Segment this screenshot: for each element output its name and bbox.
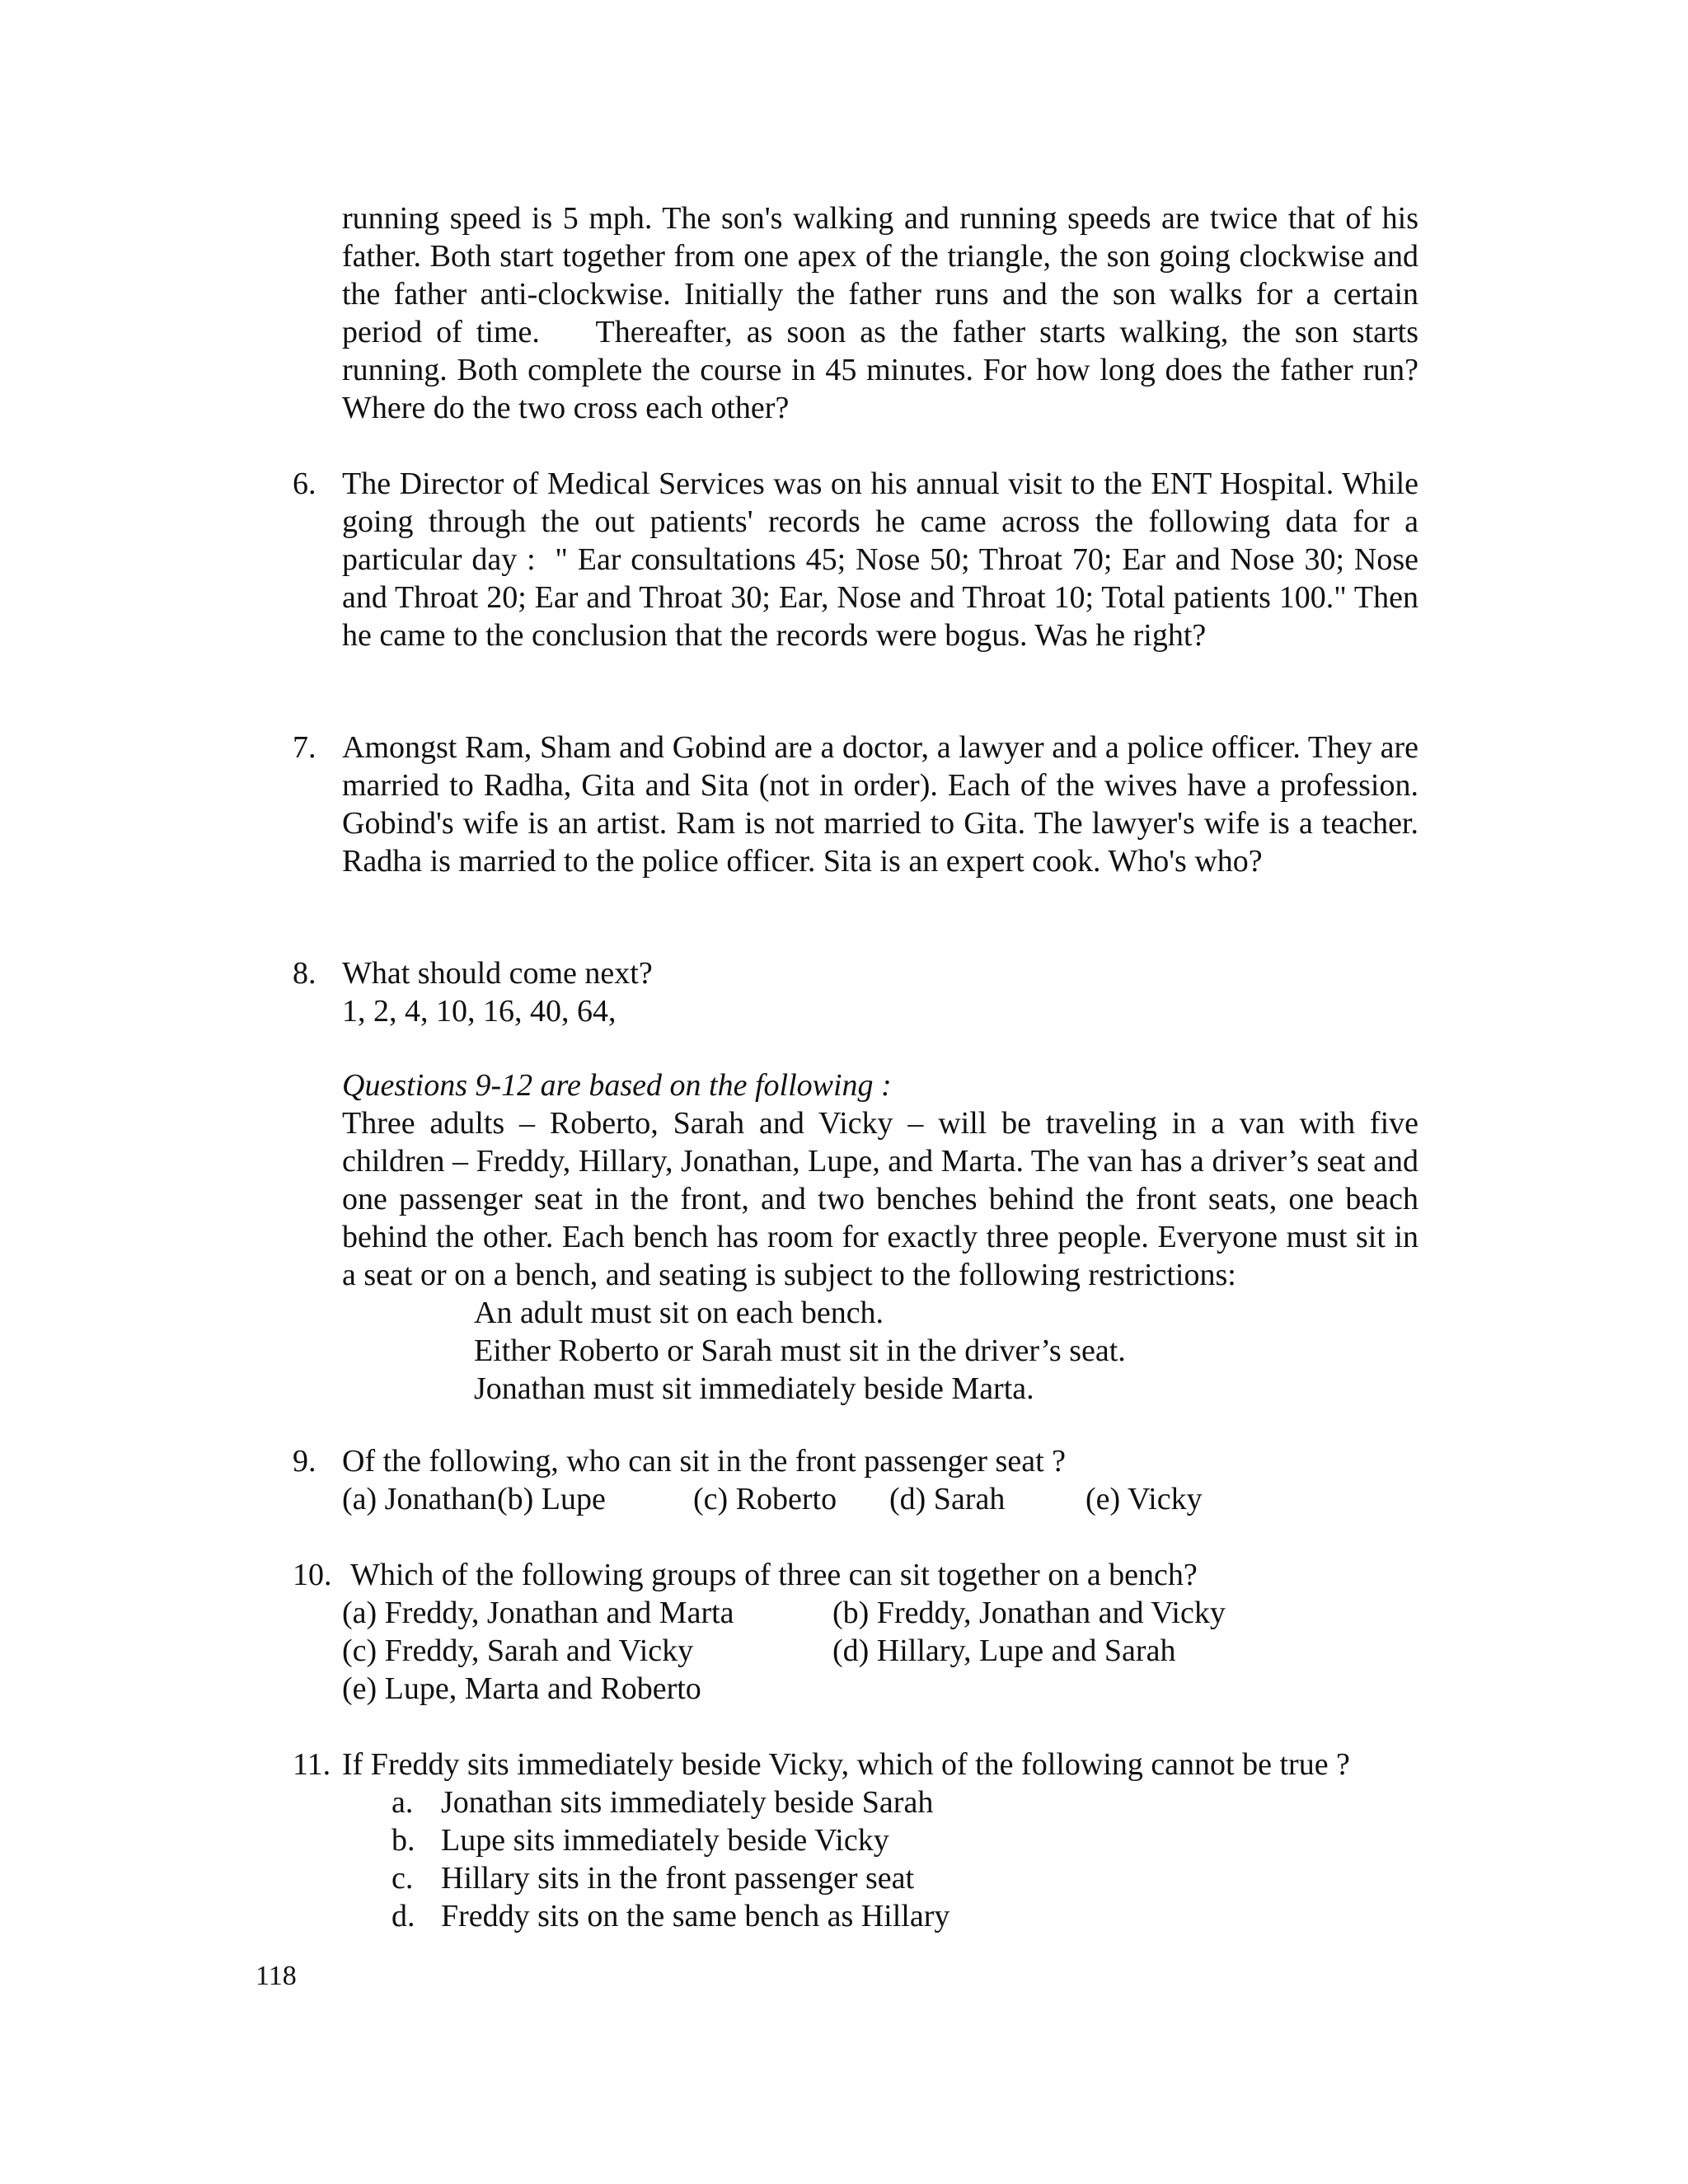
- option-letter: b.: [392, 1823, 415, 1858]
- option-letter: c.: [392, 1861, 414, 1896]
- option-e: (e) Vicky: [1085, 1482, 1203, 1516]
- answer-options: [342, 1783, 1418, 1935]
- question-number: 9.: [293, 1444, 316, 1479]
- restriction-item: Either Roberto or Sarah must sit in the driver’s seat.: [474, 1333, 1126, 1368]
- question-number: 6.: [293, 466, 316, 501]
- passage-heading: Questions 9-12 are based on the following :: [342, 1068, 892, 1103]
- option-e: (e) Lupe, Marta and Roberto: [342, 1671, 701, 1706]
- question-6: [293, 465, 1418, 654]
- option-c: [392, 1859, 1418, 1897]
- option-b: (b) Lupe: [497, 1482, 606, 1516]
- answer-options: [342, 1480, 1418, 1518]
- option-text: Hillary sits in the front passenger seat: [441, 1861, 915, 1896]
- option-b: [392, 1821, 1418, 1859]
- option-d: (d) Hillary, Lupe and Sarah: [832, 1633, 1176, 1668]
- option-c: (c) Roberto: [693, 1482, 837, 1516]
- passage: [342, 1066, 1418, 1408]
- restrictions-list: [342, 1294, 1418, 1408]
- passage-text: Three adults – Roberto, Sarah and Vicky – will be traveling in a van with five children – Freddy, Hillary, Jonathan, Lupe, and Marta. The van has a driver’s seat and one passenger seat in the front, and two benches behind the front seats, one beach behind the other. Each bench has room for exactly three people. Everyone must sit in a seat or on a bench, and seating is subject to the following restrictions:: [342, 1106, 1418, 1292]
- option-c: (c) Freddy, Sarah and Vicky: [342, 1633, 694, 1668]
- question-text: Amongst Ram, Sham and Gobind are a doctor, a lawyer and a police officer. They are married to Radha, Gita and Sita (not in order). Each of the wives have a profession. Gobind's wife is an artist. Ram is not married to Gita. The lawyer's wife is a teacher. Radha is married to the police officer. Sita is an expert cook. Who's who?: [342, 730, 1418, 879]
- page-number: 118: [256, 1961, 297, 1991]
- option-a: (a) Jonathan: [342, 1482, 496, 1516]
- option-letter: a.: [392, 1785, 414, 1820]
- question-10: [293, 1556, 1418, 1708]
- question-7: [293, 729, 1418, 880]
- restriction-item: An adult must sit on each bench.: [474, 1296, 884, 1330]
- question-number: 7.: [293, 730, 316, 765]
- option-text: Freddy sits on the same bench as Hillary: [441, 1899, 950, 1933]
- question-5-continuation: running speed is 5 mph. The son's walking and running speeds are twice that of his father. Both start together from one apex of the triangle, the son going clockwise and the father anti-clockwise. Initially the father runs and the son walks for a certain period of time. Thereafter, as soon as the father starts walking, the son starts running. Both complete the course in 45 minutes. For how long does the father run? Where do the two cross each other?: [342, 201, 1418, 425]
- option-a: [392, 1783, 1418, 1821]
- number-sequence: 1, 2, 4, 10, 16, 40, 64,: [342, 994, 617, 1029]
- question-9: [293, 1442, 1418, 1518]
- question-number: 10.: [293, 1558, 332, 1592]
- question-number: 11.: [293, 1747, 331, 1782]
- restriction-item: Jonathan must sit immediately beside Marta.: [474, 1371, 1034, 1406]
- question-text: The Director of Medical Services was on his annual visit to the ENT Hospital. While going through the out patients' records he came across the following data for a particular day : " Ear consultations 45; Nose 50; Throat 70; Ear and Nose 30; Nose and Throat 20; Ear and Throat 30; Ear, Nose and Throat 10; Total patients 100." Then he came to the conclusion that the records were bogus. Was he right?: [342, 466, 1418, 653]
- question-11: [293, 1746, 1418, 1935]
- answer-options: [342, 1594, 1418, 1708]
- option-b: (b) Freddy, Jonathan and Vicky: [832, 1596, 1226, 1630]
- question-text: If Freddy sits immediately beside Vicky, which of the following cannot be true ?: [342, 1747, 1350, 1782]
- option-d: (d) Sarah: [889, 1482, 1006, 1516]
- option-text: Jonathan sits immediately beside Sarah: [441, 1785, 934, 1820]
- question-text: Which of the following groups of three can sit together on a bench?: [350, 1558, 1198, 1592]
- question-number: 8.: [293, 956, 316, 991]
- option-text: Lupe sits immediately beside Vicky: [441, 1823, 889, 1858]
- question-8: [293, 954, 1418, 1030]
- option-a: (a) Freddy, Jonathan and Marta: [342, 1596, 734, 1630]
- question-text: Of the following, who can sit in the front passenger seat ?: [342, 1444, 1066, 1479]
- option-d: [392, 1897, 1418, 1935]
- question-text: What should come next?: [342, 956, 653, 991]
- option-letter: d.: [392, 1899, 415, 1933]
